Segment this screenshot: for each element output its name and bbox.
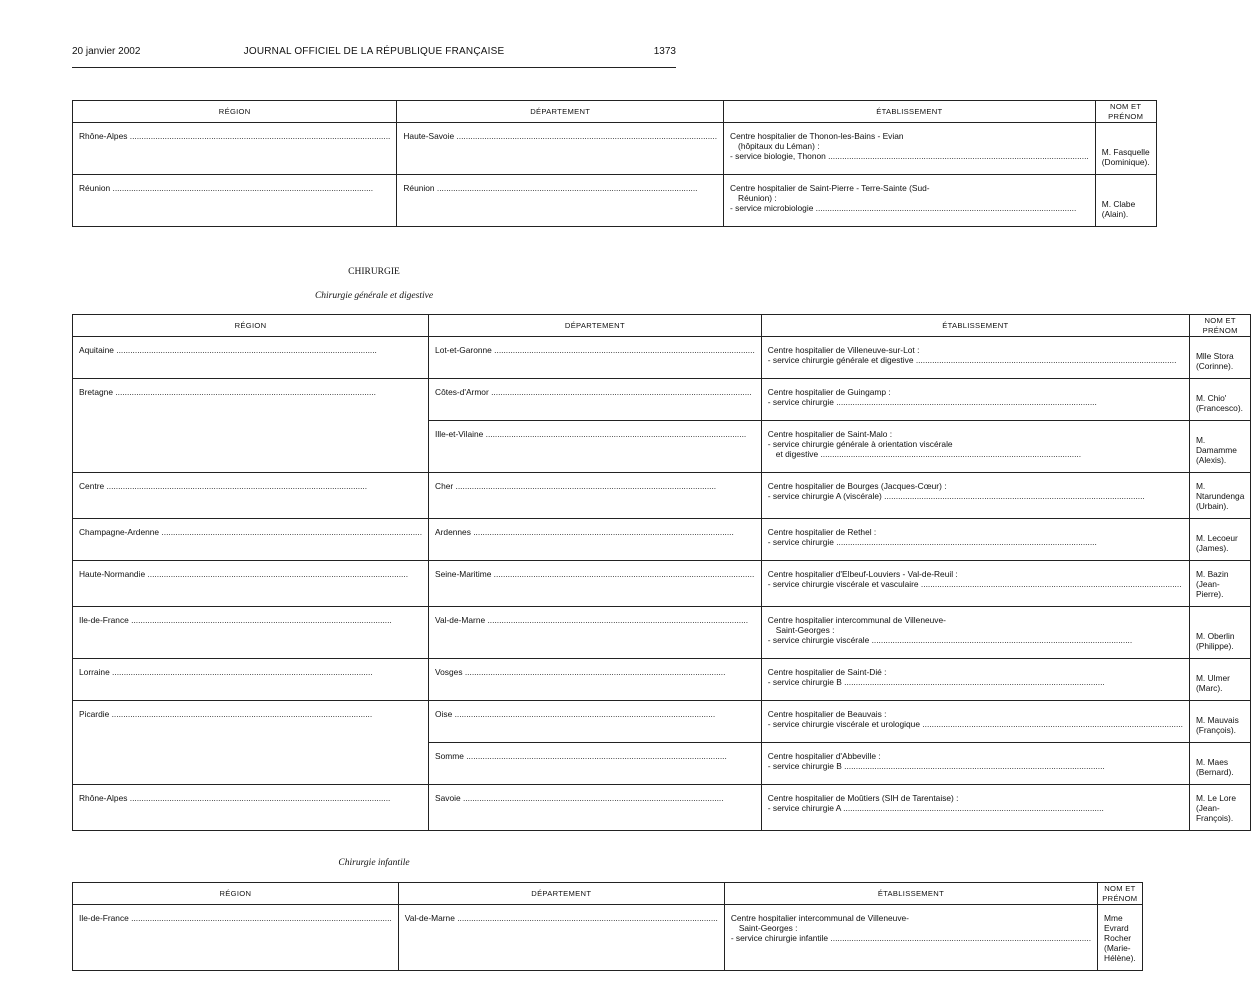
departement-cell [397, 123, 724, 175]
departement-name: Vosges ..... [435, 667, 725, 677]
departement-name: Somme ..... [435, 751, 727, 761]
page-header [72, 46, 676, 64]
header-nom: NOM ET PRÉNOM [1095, 101, 1156, 123]
section-subtitle-infantile: Chirurgie infantile [338, 858, 410, 868]
table-row [73, 473, 1251, 519]
region-cell [73, 175, 397, 227]
header-region: RÉGION [73, 315, 429, 337]
table-row [73, 337, 1251, 379]
departement-name: Lot-et-Garonne ..... [435, 345, 755, 355]
nom-prenom: M. Clabe (Alain). [1101, 199, 1136, 219]
region-cell [73, 379, 429, 421]
table-row [73, 607, 1251, 659]
table-chirurgie-generale [72, 314, 1251, 831]
departement-cell [429, 561, 762, 607]
etablissement-cell [761, 607, 1189, 659]
etablissement-cell [761, 659, 1189, 701]
region-cell [73, 421, 429, 473]
departement-cell [429, 607, 762, 659]
etablissement-line: Centre hospitalier de Guingamp : [767, 387, 891, 397]
departement-cell [429, 519, 762, 561]
etablissement-line: - service chirurgie viscérale et vasculaire ..... [768, 579, 1183, 589]
region-cell [73, 785, 429, 831]
etablissement-line: Centre hospitalier de Bourges (Jacques-Cœur) : [767, 481, 947, 491]
header-date: 20 janvier 2002 [72, 46, 141, 57]
etablissement-line: et digestive ..... [768, 449, 1183, 459]
region-cell [73, 607, 429, 659]
etablissement-line: Centre hospitalier d'Abbeville : [767, 751, 881, 761]
table-row [73, 175, 1157, 227]
header-page-number: 1373 [653, 46, 676, 57]
header-etablissement: ÉTABLISSEMENT [761, 315, 1189, 337]
region-name: Haute-Normandie ..... [79, 569, 408, 579]
etablissement-cell [761, 743, 1189, 785]
region-cell [73, 123, 397, 175]
etablissement-line: (hôpitaux du Léman) : [738, 141, 820, 151]
header-title: JOURNAL OFFICIEL DE LA RÉPUBLIQUE FRANÇAISE [243, 46, 505, 57]
nom-cell [1189, 337, 1250, 379]
region-cell [73, 473, 429, 519]
etablissement-line: Saint-Georges : [738, 923, 798, 933]
region-name: Champagne-Ardenne ..... [79, 527, 422, 537]
departement-cell [429, 743, 762, 785]
etablissement-line: - service biologie, Thonon ..... [730, 151, 1089, 161]
etablissement-line: Centre hospitalier d'Elbeuf-Louviers - Val-de-Reuil : [767, 569, 958, 579]
nom-prenom: Mlle Stora (Corinne). [1195, 351, 1234, 371]
region-cell [73, 519, 429, 561]
table-row [73, 905, 1143, 971]
region-name: Ile-de-France ..... [79, 913, 392, 923]
nom-prenom: Mme Evrard Rocher (Marie-Hélène). [1104, 913, 1136, 963]
nom-prenom: M. Mauvais (François). [1195, 715, 1239, 735]
departement-name: Val-de-Marne ..... [435, 615, 748, 625]
departement-cell [397, 175, 724, 227]
region-name: Rhône-Alpes ..... [79, 131, 390, 141]
etablissement-line: Centre hospitalier de Moûtiers (SIH de Tarentaise) : [767, 793, 959, 803]
departement-name: Ardennes ..... [435, 527, 734, 537]
nom-cell [1189, 743, 1250, 785]
nom-prenom: M. Le Lore (Jean-François). [1195, 793, 1236, 823]
departement-cell [429, 379, 762, 421]
etablissement-line: Centre hospitalier de Saint-Malo : [767, 429, 893, 439]
etablissement-line: - service chirurgie A (viscérale) ..... [768, 491, 1183, 501]
region-cell [73, 743, 429, 785]
header-etablissement: ÉTABLISSEMENT [724, 101, 1096, 123]
table-row [73, 701, 1251, 743]
region-name: Ile-de-France ..... [79, 615, 392, 625]
etablissement-cell [761, 337, 1189, 379]
etablissement-line: - service chirurgie infantile ..... [731, 933, 1091, 943]
region-name: Picardie ..... [79, 709, 372, 719]
nom-prenom: M. Ntarundenga (Urbain). [1195, 481, 1245, 511]
table-row [73, 659, 1251, 701]
departement-name: Réunion ..... [403, 183, 697, 193]
header-etablissement: ÉTABLISSEMENT [724, 883, 1097, 905]
nom-prenom: M. Oberlin (Philippe). [1195, 631, 1235, 651]
region-cell [73, 701, 429, 743]
etablissement-line: Centre hospitalier intercommunal de Villeneuve- [730, 913, 909, 923]
departement-name: Ille-et-Vilaine ..... [435, 429, 746, 439]
etablissement-cell [761, 379, 1189, 421]
departement-name: Seine-Maritime ..... [435, 569, 754, 579]
etablissement-line: Centre hospitalier de Rethel : [767, 527, 877, 537]
nom-cell [1189, 561, 1250, 607]
nom-prenom: M. Fasquelle (Dominique). [1101, 147, 1150, 167]
nom-prenom: M. Damamme (Alexis). [1195, 435, 1237, 465]
table-row [73, 379, 1251, 421]
nom-cell [1189, 421, 1250, 473]
nom-cell [1189, 701, 1250, 743]
region-name: Réunion ..... [79, 183, 373, 193]
departement-cell [429, 659, 762, 701]
nom-cell [1189, 607, 1250, 659]
departement-name: Haute-Savoie ..... [403, 131, 717, 141]
etablissement-line: - service chirurgie ..... [768, 537, 1183, 547]
nom-cell [1189, 659, 1250, 701]
departement-cell [429, 421, 762, 473]
nom-prenom: M. Ulmer (Marc). [1195, 673, 1230, 693]
etablissement-cell [761, 473, 1189, 519]
departement-name: Savoie ..... [435, 793, 724, 803]
etablissement-cell [761, 519, 1189, 561]
region-name: Centre ..... [79, 481, 367, 491]
table-row [73, 561, 1251, 607]
etablissement-cell [724, 123, 1096, 175]
section-title: CHIRURGIE [348, 267, 400, 277]
departement-cell [398, 905, 724, 971]
departement-name: Val-de-Marne ..... [405, 913, 718, 923]
region-cell [73, 337, 429, 379]
etablissement-line: - service chirurgie A ..... [768, 803, 1183, 813]
etablissement-line: - service chirurgie ..... [768, 397, 1183, 407]
region-name: Aquitaine ..... [79, 345, 377, 355]
nom-prenom: M. Lecoeur (James). [1195, 533, 1238, 553]
departement-cell [429, 785, 762, 831]
region-name: Lorraine ..... [79, 667, 373, 677]
etablissement-line: - service chirurgie B ..... [768, 761, 1183, 771]
etablissement-cell [761, 561, 1189, 607]
etablissement-cell [761, 701, 1189, 743]
region-name: Bretagne ..... [79, 387, 376, 397]
table-chirurgie-infantile [72, 882, 1143, 971]
etablissement-line: - service chirurgie générale et digestive ..... [768, 355, 1183, 365]
etablissement-line: Réunion) : [738, 193, 777, 203]
etablissement-cell [724, 175, 1096, 227]
etablissement-line: - service chirurgie B ..... [768, 677, 1183, 687]
header-nom: NOM ET PRÉNOM [1189, 315, 1250, 337]
header-departement: DÉPARTEMENT [429, 315, 762, 337]
region-cell [73, 561, 429, 607]
header-departement: DÉPARTEMENT [397, 101, 724, 123]
nom-cell [1095, 123, 1156, 175]
section-subtitle-generale: Chirurgie générale et digestive [314, 291, 434, 301]
departement-cell [429, 337, 762, 379]
nom-prenom: M. Bazin (Jean-Pierre). [1195, 569, 1229, 599]
table-row [73, 421, 1251, 473]
departement-name: Côtes-d'Armor ..... [435, 387, 752, 397]
header-region: RÉGION [73, 883, 399, 905]
etablissement-line: - service chirurgie viscérale et urologique ..... [768, 719, 1183, 729]
header-region: RÉGION [73, 101, 397, 123]
departement-name: Cher ..... [435, 481, 716, 491]
etablissement-line: Centre hospitalier de Thonon-les-Bains - Evian [730, 131, 904, 141]
etablissement-line: Saint-Georges : [775, 625, 835, 635]
nom-cell [1189, 379, 1250, 421]
nom-prenom: M. Chio' (Francesco). [1195, 393, 1243, 413]
etablissement-line: - service chirurgie viscérale ..... [768, 635, 1183, 645]
etablissement-cell [761, 785, 1189, 831]
departement-cell [429, 701, 762, 743]
departement-name: Oise ..... [435, 709, 715, 719]
nom-prenom: M. Maes (Bernard). [1195, 757, 1234, 777]
header-rule [72, 67, 676, 68]
nom-cell [1189, 519, 1250, 561]
nom-cell [1189, 785, 1250, 831]
nom-cell [1098, 905, 1143, 971]
etablissement-line: Centre hospitalier de Saint-Pierre - Terre-Sainte (Sud- [730, 183, 930, 193]
etablissement-line: Centre hospitalier de Saint-Dié : [767, 667, 887, 677]
nom-cell [1189, 473, 1250, 519]
table-row [73, 123, 1157, 175]
region-name: Rhône-Alpes ..... [79, 793, 390, 803]
table-row [73, 519, 1251, 561]
etablissement-cell [724, 905, 1097, 971]
departement-cell [429, 473, 762, 519]
nom-cell [1095, 175, 1156, 227]
region-cell [73, 659, 429, 701]
table-biologie [72, 100, 1157, 227]
header-departement: DÉPARTEMENT [398, 883, 724, 905]
region-cell [73, 905, 399, 971]
etablissement-line: Centre hospitalier de Villeneuve-sur-Lot : [767, 345, 920, 355]
etablissement-cell [761, 421, 1189, 473]
etablissement-line: Centre hospitalier de Beauvais : [767, 709, 887, 719]
table-row [73, 785, 1251, 831]
header-nom: NOM ET PRÉNOM [1098, 883, 1143, 905]
etablissement-line: - service chirurgie générale à orientation viscérale [767, 439, 953, 449]
etablissement-line: Centre hospitalier intercommunal de Villeneuve- [767, 615, 946, 625]
etablissement-line: - service microbiologie ..... [730, 203, 1089, 213]
table-row [73, 743, 1251, 785]
